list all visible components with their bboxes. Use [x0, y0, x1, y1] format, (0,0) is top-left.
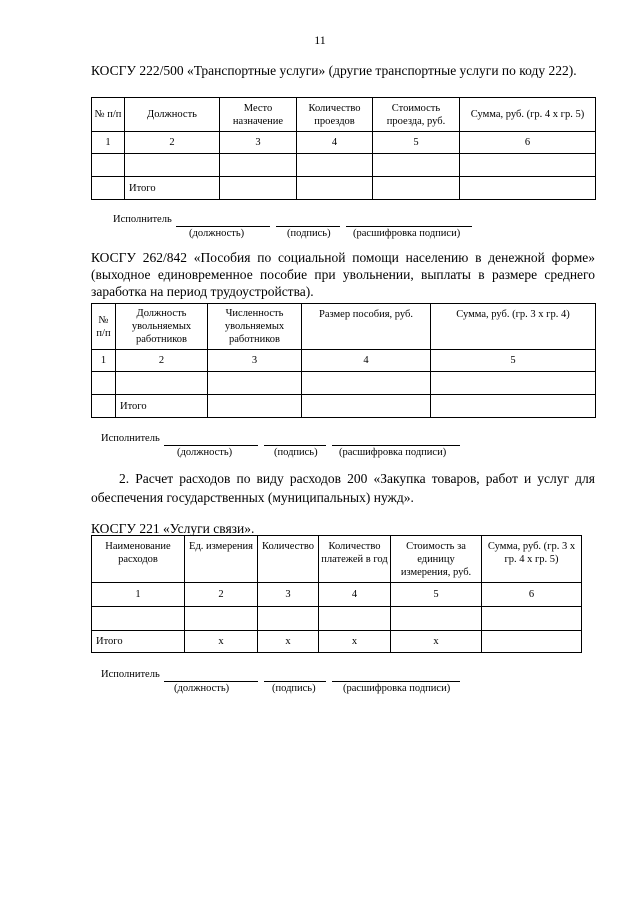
na-cell: x: [258, 631, 319, 653]
table-cell: [92, 177, 125, 200]
signature-line[interactable]: [264, 681, 326, 682]
header-cell: Место назначение: [220, 98, 297, 132]
table-cell[interactable]: [125, 154, 220, 177]
table-cell[interactable]: [460, 177, 596, 200]
column-number: 1: [92, 350, 116, 372]
na-cell: x: [319, 631, 391, 653]
table-cell[interactable]: [208, 372, 302, 395]
table-cell[interactable]: [373, 177, 460, 200]
table-cell[interactable]: [460, 154, 596, 177]
column-number: 4: [319, 583, 391, 607]
header-cell: Сумма, руб. (гр. 3 х гр. 4): [431, 304, 596, 350]
column-number: 3: [220, 132, 297, 154]
table-cell[interactable]: [116, 372, 208, 395]
total-label: Итого: [92, 631, 185, 653]
total-label: Итого: [125, 177, 220, 200]
position-line[interactable]: [164, 681, 258, 682]
table-header-row: [92, 98, 596, 132]
decoding-line[interactable]: [346, 226, 472, 227]
na-cell: x: [391, 631, 482, 653]
column-number: 1: [92, 583, 185, 607]
decoding-caption: (расшифровка подписи): [339, 447, 447, 458]
table-cell[interactable]: [208, 395, 302, 418]
column-number: 4: [297, 132, 373, 154]
table-cell[interactable]: [297, 177, 373, 200]
total-row: [92, 395, 596, 418]
table-cell[interactable]: [220, 154, 297, 177]
column-number: 4: [302, 350, 431, 372]
header-cell: Количество платежей в год: [319, 536, 391, 583]
column-number-row: [92, 583, 582, 607]
total-label: Итого: [116, 395, 208, 418]
table-cell[interactable]: [92, 607, 185, 631]
header-cell: Стоимость за единицу измерения, руб.: [391, 536, 482, 583]
header-cell: № п/п: [92, 304, 116, 350]
table-row: [92, 372, 596, 395]
signature-line[interactable]: [264, 445, 326, 446]
table-header-row: [92, 304, 596, 350]
position-line[interactable]: [164, 445, 258, 446]
table-cell: [92, 395, 116, 418]
total-row: [92, 631, 582, 653]
signature-caption: (подпись): [274, 447, 318, 458]
table-cell[interactable]: [431, 395, 596, 418]
table-cell[interactable]: [302, 372, 431, 395]
column-number: 3: [208, 350, 302, 372]
column-number: 2: [125, 132, 220, 154]
header-cell: Сумма, руб. (гр. 3 х гр. 4 х гр. 5): [482, 536, 582, 583]
column-number: 5: [391, 583, 482, 607]
header-cell: Численность увольняемых работников: [208, 304, 302, 350]
column-number-row: [92, 350, 596, 372]
column-number-row: [92, 132, 596, 154]
column-number: 1: [92, 132, 125, 154]
decoding-line[interactable]: [332, 681, 460, 682]
table-cell[interactable]: [482, 607, 582, 631]
na-cell: x: [185, 631, 258, 653]
position-caption: (должность): [189, 228, 245, 239]
signature-caption: (подпись): [287, 228, 331, 239]
table-cell[interactable]: [258, 607, 319, 631]
benefits-table: [91, 303, 596, 418]
table-cell[interactable]: [319, 607, 391, 631]
header-cell: Стоимость проезда, руб.: [373, 98, 460, 132]
table-row: [92, 154, 596, 177]
table-cell[interactable]: [92, 372, 116, 395]
executor-label: Исполнитель: [101, 433, 160, 444]
table-cell[interactable]: [373, 154, 460, 177]
header-cell: Количество: [258, 536, 319, 583]
column-number: 2: [116, 350, 208, 372]
column-number: 6: [482, 583, 582, 607]
signature-caption: (подпись): [272, 683, 316, 694]
column-number: 3: [258, 583, 319, 607]
header-cell: Должность увольняемых работников: [116, 304, 208, 350]
executor-label: Исполнитель: [113, 214, 172, 225]
header-cell: Наименование расходов: [92, 536, 185, 583]
table-row: [92, 607, 582, 631]
position-line[interactable]: [176, 226, 270, 227]
header-cell: Размер пособия, руб.: [302, 304, 431, 350]
column-number: 2: [185, 583, 258, 607]
header-cell: Ед. измерения: [185, 536, 258, 583]
column-number: 5: [431, 350, 596, 372]
decoding-caption: (расшифровка подписи): [353, 228, 461, 239]
header-cell: № п/п: [92, 98, 125, 132]
table-cell[interactable]: [391, 607, 482, 631]
page-number: 11: [314, 33, 326, 47]
executor-label: Исполнитель: [101, 669, 160, 680]
table-cell[interactable]: [185, 607, 258, 631]
expense-calculation-paragraph: 2. Расчет расходов по виду расходов 200 «Закупка товаров, работ и услуг для обеспечения государственных (муниципальных) нужд».: [91, 471, 595, 505]
signature-line[interactable]: [276, 226, 340, 227]
section2-heading: КОСГУ 262/842 «Пособия по социальной помощи населению в денежной форме» (выходное единовременное пособие при увольнении, выплаты в размере среднего заработка на период трудоустройства).: [91, 250, 595, 299]
column-number: 5: [373, 132, 460, 154]
header-cell: Должность: [125, 98, 220, 132]
position-caption: (должность): [174, 683, 230, 694]
header-cell: Количество проездов: [297, 98, 373, 132]
total-sum-cell[interactable]: [482, 631, 582, 653]
section1-heading: КОСГУ 222/500 «Транспортные услуги» (другие транспортные услуги по коду 222).: [91, 63, 577, 78]
table-cell[interactable]: [92, 154, 125, 177]
column-number: 6: [460, 132, 596, 154]
decoding-caption: (расшифровка подписи): [343, 683, 451, 694]
position-caption: (должность): [177, 447, 233, 458]
table-cell[interactable]: [220, 177, 297, 200]
table-cell[interactable]: [431, 372, 596, 395]
communication-services-table: [91, 535, 582, 653]
section3-heading: КОСГУ 221 «Услуги связи».: [91, 521, 255, 536]
table-header-row: [92, 536, 582, 583]
total-row: [92, 177, 596, 200]
decoding-line[interactable]: [332, 445, 460, 446]
table-cell[interactable]: [297, 154, 373, 177]
table-cell[interactable]: [302, 395, 431, 418]
transport-table: [91, 97, 596, 200]
header-cell: Сумма, руб. (гр. 4 х гр. 5): [460, 98, 596, 132]
